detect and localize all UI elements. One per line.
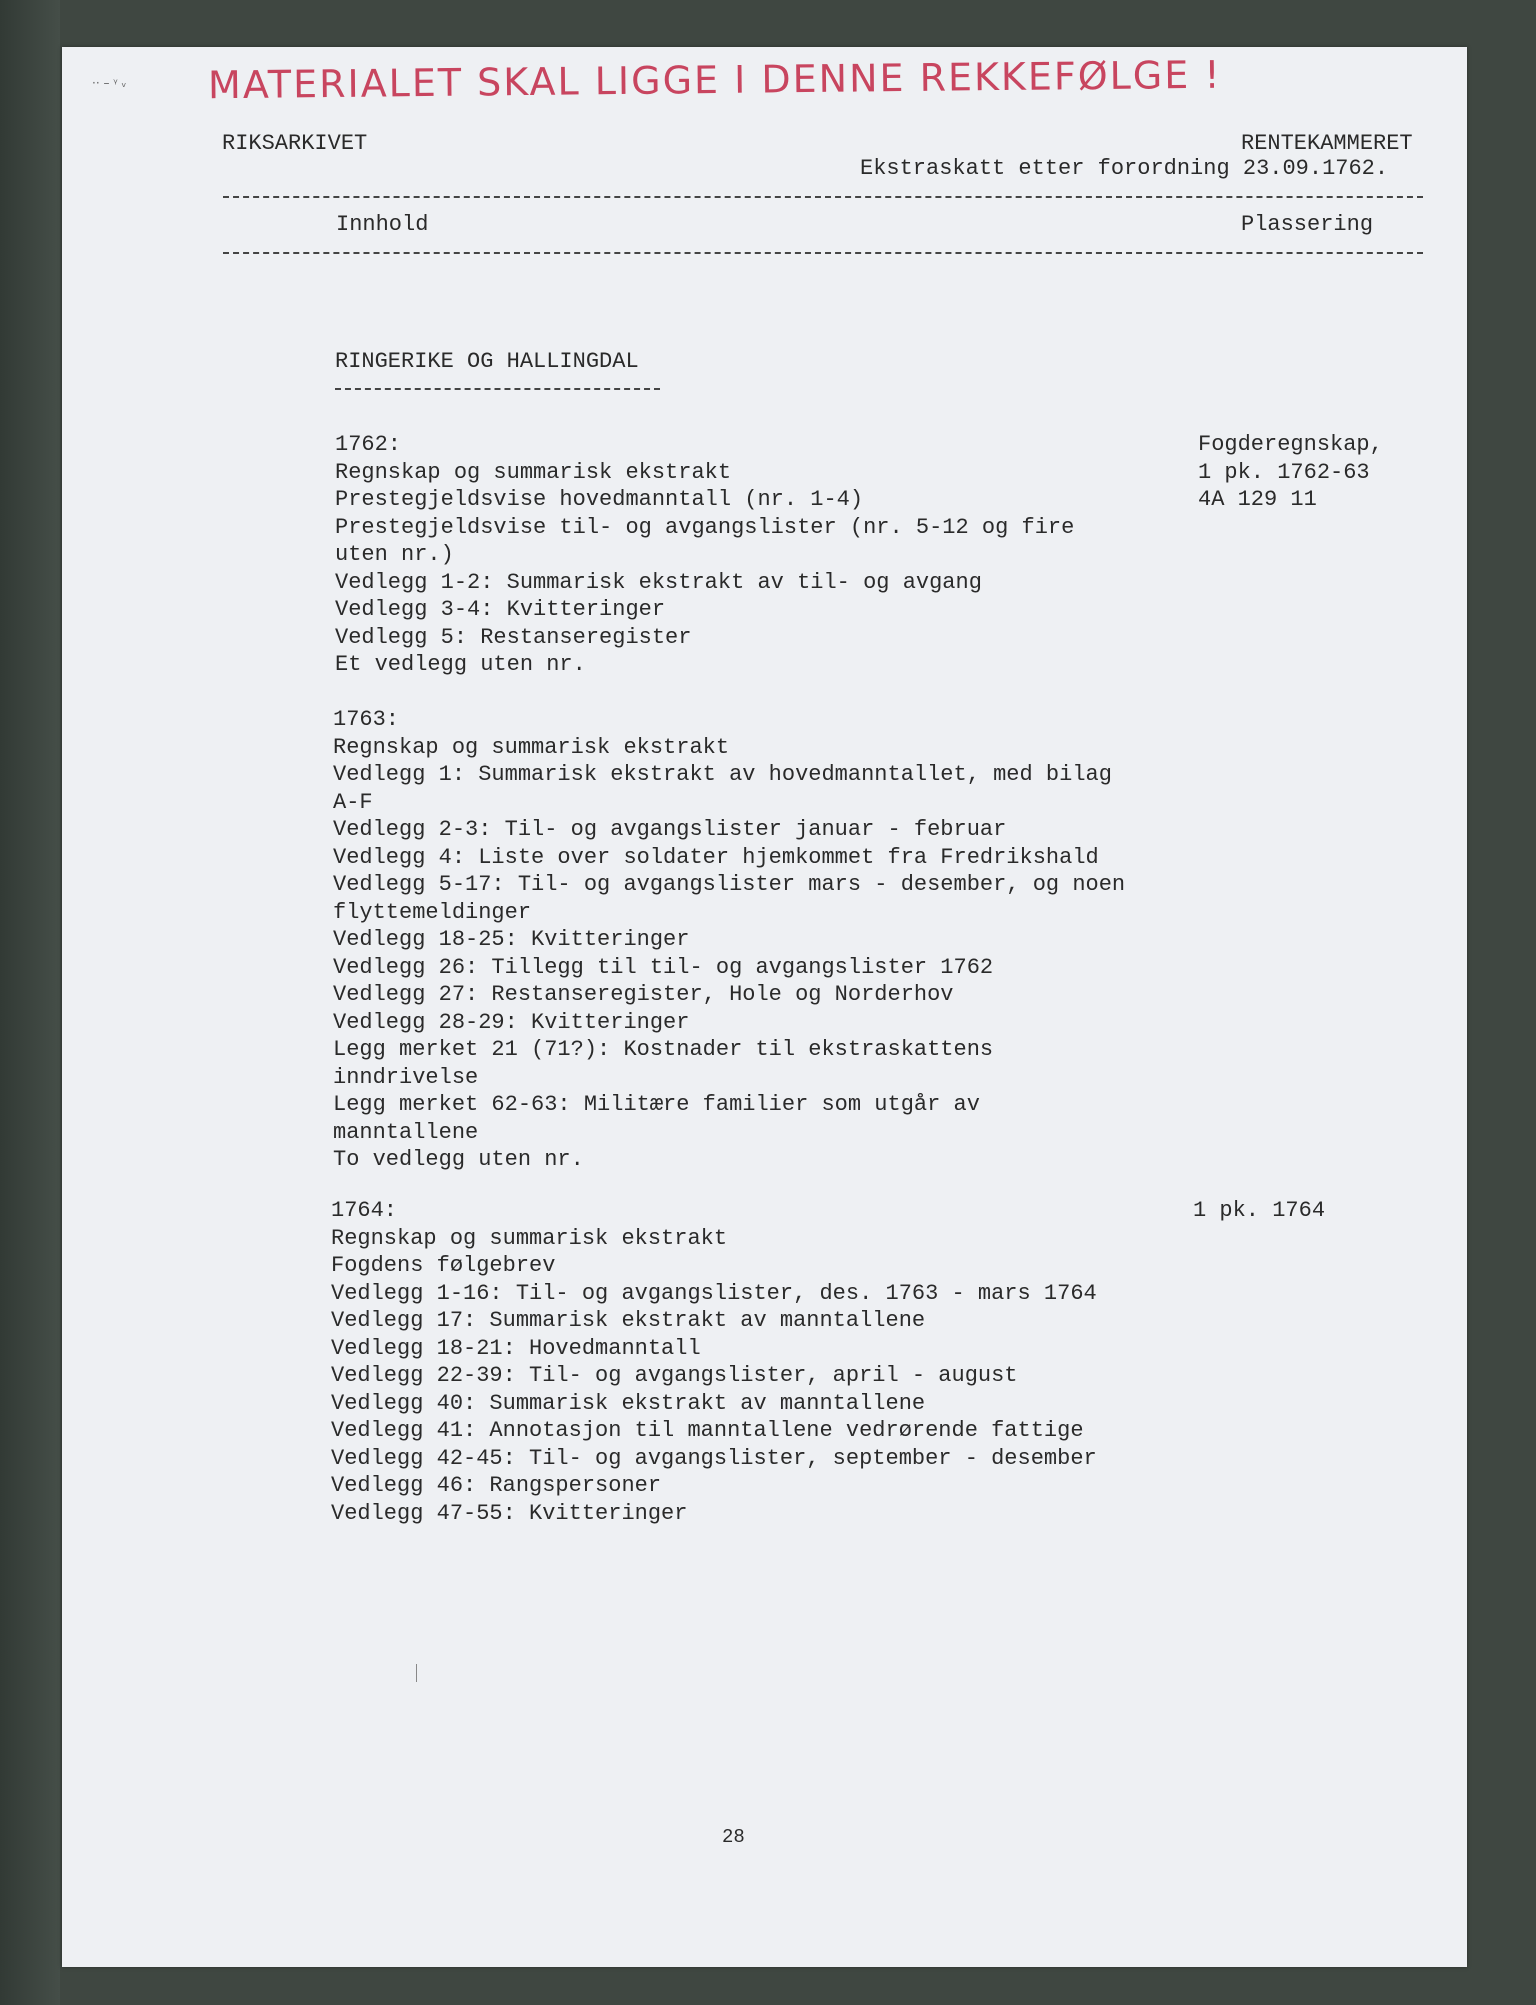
entries-1762 bbox=[335, 459, 1074, 679]
page-number: 28 bbox=[722, 1826, 745, 1848]
header-rule-top bbox=[223, 196, 1423, 198]
list-item: Vedlegg 17: Summarisk ekstrakt av manntallene bbox=[331, 1308, 926, 1333]
placement-line: 4A 129 11 bbox=[1198, 487, 1317, 512]
list-item: Vedlegg 28-29: Kvitteringer bbox=[333, 1009, 690, 1035]
placement-1762 bbox=[1198, 431, 1383, 514]
stray-pencil-mark bbox=[416, 1664, 417, 1682]
list-item: Vedlegg 47-55: Kvitteringer bbox=[331, 1500, 688, 1526]
list-item: Legg merket 62-63: Militære familier som utgår av bbox=[333, 1092, 980, 1117]
list-item: Regnskap og summarisk ekstrakt bbox=[335, 459, 732, 485]
list-item: Regnskap og summarisk ekstrakt bbox=[333, 734, 730, 760]
year-heading-1762: 1762: bbox=[335, 432, 402, 457]
list-item: Vedlegg 42-45: Til- og avgangslister, september - desember bbox=[331, 1445, 1097, 1471]
section-title: RINGERIKE OG HALLINGDAL bbox=[335, 349, 639, 374]
year-heading-1763: 1763: bbox=[333, 707, 400, 732]
list-item: Vedlegg 40: Summarisk ekstrakt av manntallene bbox=[331, 1390, 926, 1416]
list-item: Vedlegg 5: Restanseregister bbox=[335, 624, 692, 650]
entries-1764 bbox=[331, 1225, 1097, 1528]
list-item: Vedlegg 3-4: Kvitteringer bbox=[335, 597, 666, 622]
list-item: To vedlegg uten nr. bbox=[333, 1147, 584, 1172]
pencil-marks: ·· – ᵞ ᵥ bbox=[92, 76, 127, 90]
list-item: Vedlegg 18-21: Hovedmanntall bbox=[331, 1335, 701, 1361]
binder-edge bbox=[0, 0, 60, 2005]
year-heading-1764: 1764: bbox=[331, 1198, 398, 1223]
list-item: Vedlegg 1: Summarisk ekstrakt av hovedmanntallet, med bilag bbox=[333, 762, 1112, 787]
header-department: RENTEKAMMERET bbox=[1241, 131, 1413, 156]
placement-1764: 1 pk. 1764 bbox=[1193, 1198, 1326, 1223]
list-item: Vedlegg 1-2: Summarisk ekstrakt av til- og avgang bbox=[335, 569, 982, 595]
list-item: Vedlegg 41: Annotasjon til manntallene vedrørende fattige bbox=[331, 1418, 1084, 1443]
list-item: manntallene bbox=[333, 1119, 479, 1145]
list-item: Vedlegg 18-25: Kvitteringer bbox=[333, 927, 690, 952]
list-item: inndrivelse bbox=[333, 1064, 479, 1090]
placement-line: 1 pk. 1762-63 bbox=[1198, 459, 1370, 485]
list-item: flyttemeldinger bbox=[333, 899, 532, 925]
list-item: Vedlegg 1-16: Til- og avgangslister, des. 1763 - mars 1764 bbox=[331, 1280, 1097, 1306]
handwritten-note: MATERIALET SKAL LIGGE I DENNE REKKEFØLGE ! bbox=[207, 52, 1222, 108]
list-item: Vedlegg 22-39: Til- og avgangslister, april - august bbox=[331, 1363, 1018, 1388]
list-item: Vedlegg 5-17: Til- og avgangslister mars - desember, og noen bbox=[333, 872, 1126, 897]
entries-1763 bbox=[333, 734, 1125, 1174]
list-item: Fogdens følgebrev bbox=[331, 1253, 556, 1278]
list-item: Regnskap og summarisk ekstrakt bbox=[331, 1225, 728, 1251]
list-item: Vedlegg 27: Restanseregister, Hole og Norderhov bbox=[333, 982, 954, 1007]
list-item: Prestegjeldsvise til- og avgangslister (nr. 5-12 og fire bbox=[335, 514, 1075, 540]
list-item: Vedlegg 2-3: Til- og avgangslister januar - februar bbox=[333, 817, 1007, 842]
column-heading-placement: Plassering bbox=[1241, 212, 1374, 237]
header-subtitle: Ekstraskatt etter forordning 23.09.1762. bbox=[860, 156, 1389, 181]
section-title-underline bbox=[335, 388, 660, 390]
placement-line: Fogderegnskap, bbox=[1198, 432, 1383, 457]
list-item: A-F bbox=[333, 789, 373, 815]
list-item: Vedlegg 26: Tillegg til til- og avgangslister 1762 bbox=[333, 954, 994, 980]
column-heading-contents: Innhold bbox=[336, 212, 429, 237]
list-item: Et vedlegg uten nr. bbox=[335, 652, 586, 677]
header-rule-bottom bbox=[223, 252, 1423, 254]
list-item: Legg merket 21 (71?): Kostnader til ekstraskattens bbox=[333, 1037, 994, 1062]
list-item: Prestegjeldsvise hovedmanntall (nr. 1-4) bbox=[335, 487, 864, 512]
header-archive: RIKSARKIVET bbox=[222, 131, 368, 156]
list-item: Vedlegg 46: Rangspersoner bbox=[331, 1473, 662, 1498]
list-item: Vedlegg 4: Liste over soldater hjemkommet fra Fredrikshald bbox=[333, 844, 1099, 870]
list-item: uten nr.) bbox=[335, 542, 454, 567]
